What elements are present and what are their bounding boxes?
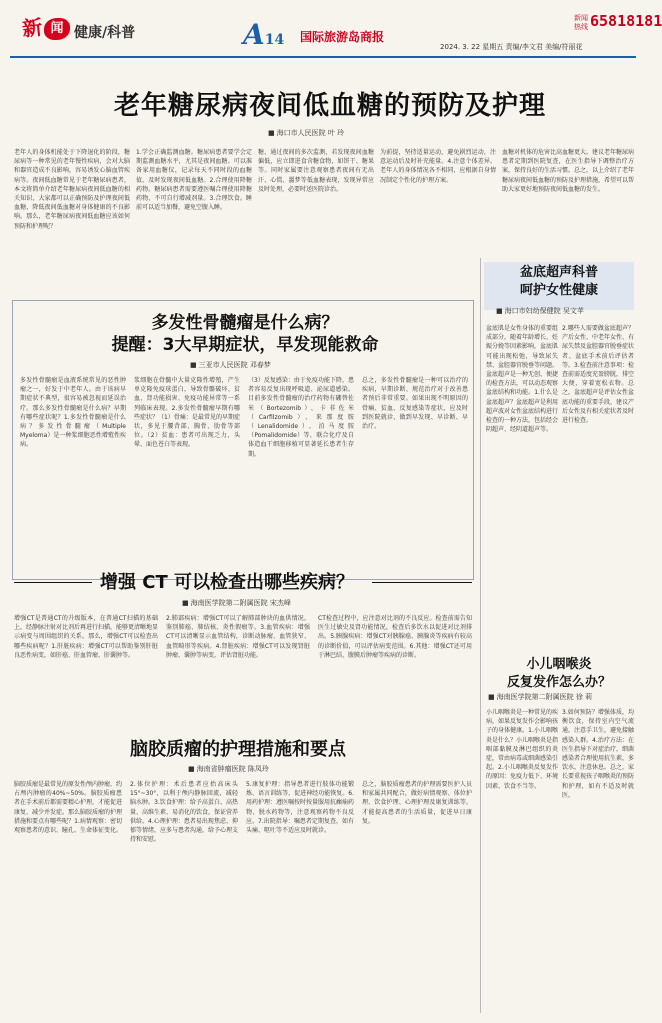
article4-col4: 总之，脑胶质瘤患者的护理需要医护人员和家属共同配合，做好病情观察、体位护理、饮食护理、心理护理及康复训练等，才能提高患者的生活质量，促进早日康复。 — [362, 781, 472, 825]
side1-title-line1: 盆底超声科普 — [519, 265, 598, 280]
article2-title-line1: 多发性骨髓瘤是什么病？ — [151, 313, 339, 333]
article1-col3: 糖，通过夜间的多次监测，若发现夜间血糖偏低，应立即进食含糖食物，如饼干、糖果等。同时家属要注意观察患者夜间有无出汗、心慌、噩梦等低血糖表现，发现异常应及时处理，必要时送医院诊治。 — [258, 149, 374, 193]
article3-title: 增强 CT 可以检查出哪些疾病？ — [100, 572, 355, 593]
side2-col1: 小儿咽喉炎是一种常见的疾病，如果反复发作会影响孩子的身体健康。1.小儿咽喉炎是什么？小儿咽喉炎是指咽部黏膜及淋巴组织的炎症，常由病毒或细菌感染引起。2.小儿咽喉炎反复发作的原因：免疫力低下、环境因素、饮食不当等。 — [486, 709, 559, 790]
logo-char-wen: 闻 — [44, 18, 70, 40]
article3-rule-left — [14, 582, 92, 583]
article2-title — [80, 312, 410, 356]
logo-char-xin: 新 — [20, 15, 44, 41]
article3-rule-right — [372, 582, 472, 583]
article4-byline: ■ 海南省肿瘤医院 陈凤玲 — [188, 764, 269, 774]
article1-title: 老年糖尿病夜间低血糖的预防及护理 — [113, 91, 546, 121]
side1-byline: ■ 海口市妇幼保健院 吴文苹 — [496, 306, 584, 316]
article1-col2: 1.学会正确监测血糖。糖尿病患者要学会定期监测血糖水平，尤其是夜间血糖。可以准备家用血糖仪，记录每天不同时段的血糖值，及时发现夜间低血糖。2.合理使用降糖药物。糖尿病患者需要遵医嘱合理使用降糖药物，不可自行增减剂量。3.合理饮食。睡前可以适当加餐，避免空腹入睡。 — [136, 149, 252, 212]
side2-title-line2: 反复发作怎么办？ — [506, 675, 611, 690]
article4-col2: 2.体位护理：术后患者应抬高床头15°~30°，以利于颅内静脉回流，减轻脑水肿。3.饮食护理：给予高蛋白、高热量、高维生素、易消化的饮食，保证营养供给。4.心理护理：患者易出现焦虑、抑郁等情绪，应多与患者沟通，给予心理支持和安慰。 — [130, 781, 239, 844]
side2-title-line1: 小儿咽喉炎 — [526, 657, 592, 672]
article3-col2: 2.肺部疾病：增强CT可以了解肺部肿块的血供情况，鉴别肺癌、肺结核、炎性假瘤等。3.血管疾病：增强CT可以清晰显示血管结构，诊断动脉瘤、血管狭窄、血管畸形等疾病。4.肾脏疾病：增强CT可以发现肾脏肿瘤、囊肿等病变，评估肾脏功能。 — [166, 615, 310, 659]
side1-col1: 盆底肌是女性身体的重要组成部分，随着年龄增长、妊娠分娩等因素影响，盆底肌可能出现松弛，导致尿失禁、盆腔器官脱垂等问题。盆底超声是一种无创、便捷的检查方法，可以动态观察盆底结构和功能。1.什么是盆底超声？盆底超声是利用超声波对女性盆底结构进行检查的一种方法，包括经会阴超声、经阴道超声等。 — [486, 325, 559, 434]
date-editor-meta: 2024. 3. 22 星期五 责编/李文君 美编/符丽花 — [440, 43, 583, 51]
article4-col3: 5.康复护理：指导患者进行肢体功能锻炼、语言训练等，促进神经功能恢复。6.用药护理：遵医嘱按时按量服用抗癫痫药物、脱水药物等，注意观察药物不良反应。7.出院指导：嘱患者定期复查，如有头痛、呕吐等不适应及时就诊。 — [246, 781, 355, 835]
side1-col2: 2.哪些人需要做盆底超声？产后女性、中老年女性、有尿失禁及盆腔器官脱垂症状者、盆底手术前后评估者等。3.检查前注意事项：检查前需适度充盈膀胱，排空大便，穿着宽松衣物。总之，盆底超声是评估女性盆底功能的重要手段，建议产后女性及有相关症状者及时进行检查。 — [562, 325, 635, 425]
article3-byline: ■ 海南医学院第二附属医院 宋杰峰 — [182, 598, 291, 608]
right-column-divider — [480, 258, 481, 1013]
side1-title — [484, 264, 634, 300]
article4-col1: 脑胶质瘤是最常见的原发性颅内肿瘤，约占颅内肿瘤的40%~50%。脑胶质瘤患者在手术前后都需要精心护理，才能促进康复、减少并发症。那么脑胶质瘤的护理措施和要点有哪些呢？1.病情观察：密切观察患者的意识、瞳孔、生命体征变化。 — [14, 781, 123, 835]
page-number — [243, 18, 284, 51]
article2-byline: ■ 三亚市人民医院 邓春梦 — [190, 360, 271, 370]
article3-col3: CT检查过程中，应注意对比剂的不良反应。检查前需告知医生过敏史及肾功能情况，检查后多饮水以促进对比剂排出。5.胰腺疾病：增强CT对胰腺癌、胰腺炎等疾病有较高的诊断价值，可以评估病变范围。6.其他：增强CT还可用于淋巴结、腹膜后肿瘤等疾病的诊断。 — [318, 615, 472, 659]
article2-title-line2: 提醒：3大早期症状，早发现能救命 — [111, 335, 379, 355]
page-header — [0, 0, 662, 66]
article2-col2: 浆细胞在骨髓中大量克隆性增殖，产生单克隆免疫球蛋白，导致骨骼破坏、贫血、肾功能损害、免疫功能异常等一系列临床表现。2.多发性骨髓瘤早期有哪些症状？（1）骨痛：是最常见的早期症状，多见于腰背部、胸骨、肋骨等部位。（2）贫血：患者可出现乏力、头晕、面色苍白等表现。 — [134, 377, 240, 449]
article2-col3: （3）反复感染：由于免疫功能下降，患者容易反复出现呼吸道、泌尿道感染。目前多发性骨髓瘤的治疗药物有硼替佐米（Bortezomib）、卡非佐米（Carfilzomib）、来那度胺（Lenalidomide）、泊马度胺（Pomalidomide）等，联合化疗及自体造血干细胞移植可显著延长患者生存期。 — [248, 377, 354, 458]
hotline-number: 65818181 — [590, 12, 662, 30]
article2-col1: 多发性骨髓瘤是血液系统常见的恶性肿瘤之一，好发于中老年人。由于该病早期症状不典型，很容易被忽视而延误治疗。那么多发性骨髓瘤是什么病？早期有哪些症状呢？1.多发性骨髓瘤是什么病？多发性骨髓瘤（Multiple Myeloma）是一种浆细胞恶性增殖性疾病。 — [20, 377, 126, 449]
side2-byline: ■ 海南医学院第二附属医院 徐 莉 — [488, 692, 592, 702]
section-label: 健康/科普 — [74, 25, 136, 41]
article2-col4: 总之，多发性骨髓瘤是一种可以治疗的疾病，早期诊断、规范治疗对于改善患者预后非常重要。如果出现不明原因的骨痛、贫血、反复感染等症状，应及时到医院就诊，做到早发现、早诊断、早治疗。 — [362, 377, 468, 431]
article1-col4: 为前提，坚持适量运动，避免剧烈运动，注意运动后及时补充能量。4.注意个体差异。老年人的身体情况各不相同，应根据自身情况制定个性化的护理方案。 — [380, 149, 496, 184]
side2-title — [484, 656, 634, 692]
side1-title-line2: 呵护女性健康 — [519, 283, 598, 298]
article3-col1: 增强CT是普通CT的升级版本，在普通CT扫描的基础上，经静脉注射对比剂后再进行扫描，能够更清晰地显示病变与周围组织的关系。那么，增强CT可以检查出哪些疾病呢？1.肝脏疾病：增强CT可以帮助鉴别肝脏良恶性病变，如肝癌、肝血管瘤、肝囊肿等。 — [14, 615, 159, 659]
article1-col1: 老年人的身体机能处于下降退化的阶段，糖尿病等一种常见的老年慢性疾病，会对大脑和器官造成不良影响，容易诱发心脑血管疾病等。夜间低血糖常见于老年糖尿病患者，本文将简单介绍老年糖尿病夜间低血糖的相关知识，大家都可以正确预防及护理夜间低血糖，降低夜间低血糖对身体健康的不良影响。那么，老年糖尿病夜间低血糖应该如何预防和护理呢？ — [14, 149, 130, 230]
page-sub: 14 — [264, 32, 285, 48]
header-rule — [10, 56, 636, 58]
article1-col5: 血糖对机体的危害比高血糖更大。建议老年糖尿病患者定期到医院复查，在医生指导下调整治疗方案，保持良好的生活习惯。总之，以上介绍了老年糖尿病夜间低血糖的预防及护理措施，希望可以帮助大家更好地预防夜间低血糖的发生。 — [502, 149, 635, 193]
article1-byline: ■ 海口市人民医院 叶 玲 — [268, 128, 344, 138]
hotline-label: 新闻热线 — [574, 14, 588, 31]
page-letter: A — [243, 18, 265, 51]
paper-name: 国际旅游岛商报 — [300, 30, 385, 44]
side2-col2: 3.如何预防？增强体质，均衡饮食，保持室内空气流通，注意手卫生，避免接触感染人群。4.治疗方法：在医生指导下对症治疗，细菌感染者合理使用抗生素，多饮水，注意休息。总之，家长要重视孩子咽喉炎的预防和护理，如有不适及时就医。 — [562, 709, 635, 799]
article4-title: 脑胶质瘤的护理措施和要点 — [130, 739, 346, 760]
